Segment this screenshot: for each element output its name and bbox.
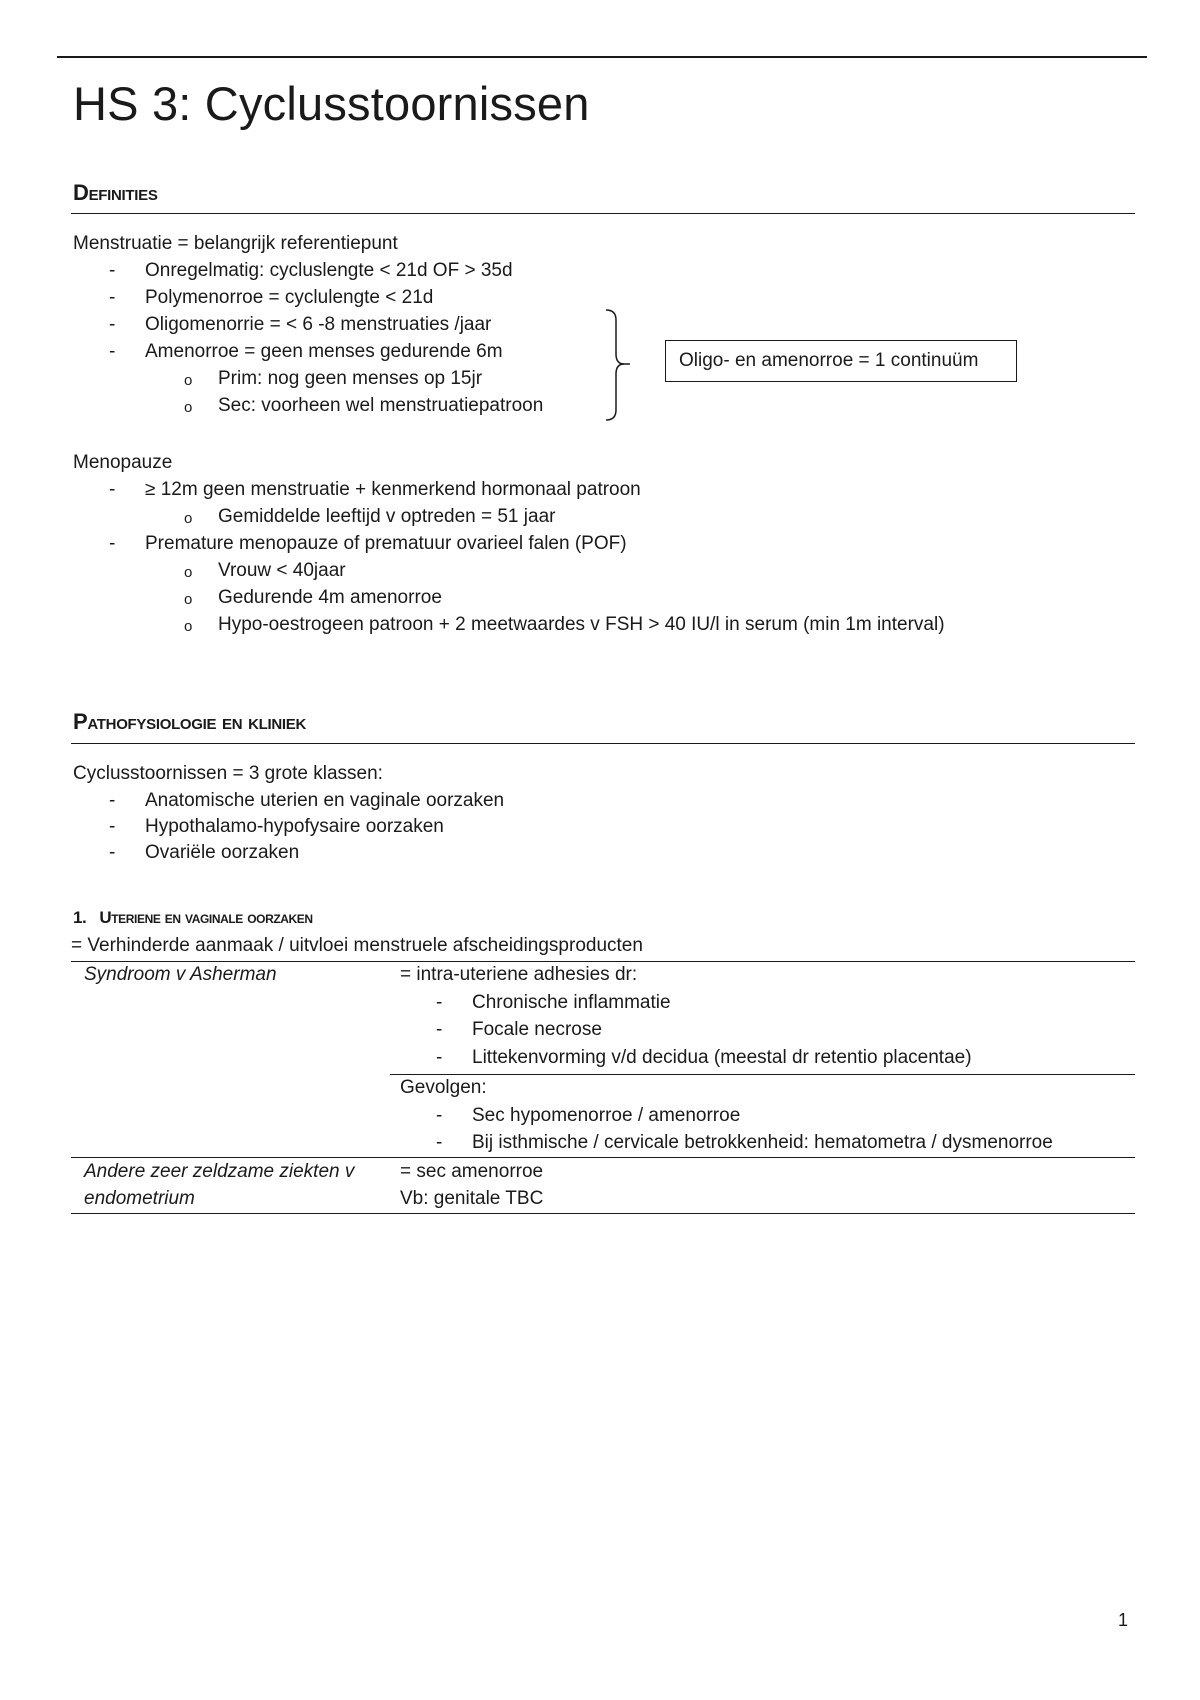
list-item: Hypothalamo-hypofysaire oorzaken [145,816,444,837]
list-item: Onregelmatig: cycluslengte < 21d OF > 35d [145,260,513,281]
list-item: Anatomische uterien en vaginale oorzaken [145,790,505,811]
table-rule-top [71,961,1135,962]
bullet-dash: - [109,533,116,554]
table-cell: Vb: genitale TBC [400,1188,544,1209]
list-item: Bij isthmische / cervicale betrokkenheid: hematometra / dysmenorroe [472,1132,1053,1153]
subsection-number: 1. [73,908,87,927]
table-rule-middle [71,1157,1135,1158]
bullet-dash: - [109,287,116,308]
pathophysiology-intro: Cyclusstoornissen = 3 grote klassen: [73,763,383,784]
bullet-dash: - [436,1105,443,1126]
list-item: Polymenorroe = cyclulengte < 21d [145,287,434,308]
subsection-heading-uterine [73,908,313,928]
callout-box: Oligo- en amenorroe = 1 continuüm [665,340,1017,382]
table-row-label: endometrium [84,1188,195,1209]
table-rule-inner [390,1074,1135,1075]
bullet-dash: - [436,1047,443,1068]
sub-list-item: Hypo-oestrogeen patroon + 2 meetwaardes v FSH > 40 IU/l in serum (min 1m interval) [218,614,945,635]
table-cell: = sec amenorroe [400,1161,544,1182]
bullet-dash: - [109,314,116,335]
bullet-circle: o [184,591,193,608]
list-item: Sec hypomenorroe / amenorroe [472,1105,741,1126]
bullet-circle: o [184,372,193,389]
bullet-dash: - [436,1019,443,1040]
bullet-dash: - [109,260,116,281]
section-rule-pathophysiology [71,743,1135,744]
bullet-circle: o [184,399,193,416]
section-rule-definitions [71,213,1135,214]
bullet-circle: o [184,510,193,527]
list-item: Ovariële oorzaken [145,842,300,863]
table-row-label: Syndroom v Asherman [84,964,277,985]
sub-list-item: Vrouw < 40jaar [218,560,346,581]
bullet-dash: - [109,790,116,811]
list-item: Premature menopauze of prematuur ovarieel falen (POF) [145,533,627,554]
list-item: Chronische inflammatie [472,992,671,1013]
bullet-dash: - [436,1132,443,1153]
bullet-circle: o [184,618,193,635]
menopause-label: Menopauze [73,452,173,473]
table-cell: Gevolgen: [400,1077,487,1098]
section-heading-pathophysiology: Pathofysiologie en kliniek [73,709,306,734]
table-row-label: Andere zeer zeldzame ziekten v [84,1161,355,1182]
bullet-dash: - [109,479,116,500]
list-item: ≥ 12m geen menstruatie + kenmerkend hormonaal patroon [145,479,641,500]
right-brace-icon [600,306,640,424]
bullet-dash: - [436,992,443,1013]
page-number: 1 [1118,1610,1129,1630]
document-title: HS 3: Cyclusstoornissen [73,77,590,130]
sub-list-item: Gedurende 4m amenorroe [218,587,442,608]
bullet-dash: - [109,341,116,362]
bullet-dash: - [109,842,116,863]
top-rule [57,56,1147,58]
sub-list-item: Sec: voorheen wel menstruatiepatroon [218,395,544,416]
bullet-dash: - [109,816,116,837]
list-item: Focale necrose [472,1019,602,1040]
sub-list-item: Prim: nog geen menses op 15jr [218,368,483,389]
bullet-circle: o [184,564,193,581]
list-item: Amenorroe = geen menses gedurende 6m [145,341,503,362]
list-item: Oligomenorrie = < 6 -8 menstruaties /jaar [145,314,492,335]
menstruation-label: Menstruatie = belangrijk referentiepunt [73,233,398,254]
list-item: Littekenvorming v/d decidua (meestal dr retentio placentae) [472,1047,972,1068]
sub-list-item: Gemiddelde leeftijd v optreden = 51 jaar [218,506,556,527]
subsection-title: Uteriene en vaginale oorzaken [99,908,313,927]
uterine-definition: = Verhinderde aanmaak / uitvloei menstruele afscheidingsproducten [71,935,643,956]
section-heading-definitions: Definities [73,180,158,205]
table-cell: = intra-uteriene adhesies dr: [400,964,638,985]
table-rule-bottom [71,1213,1135,1214]
